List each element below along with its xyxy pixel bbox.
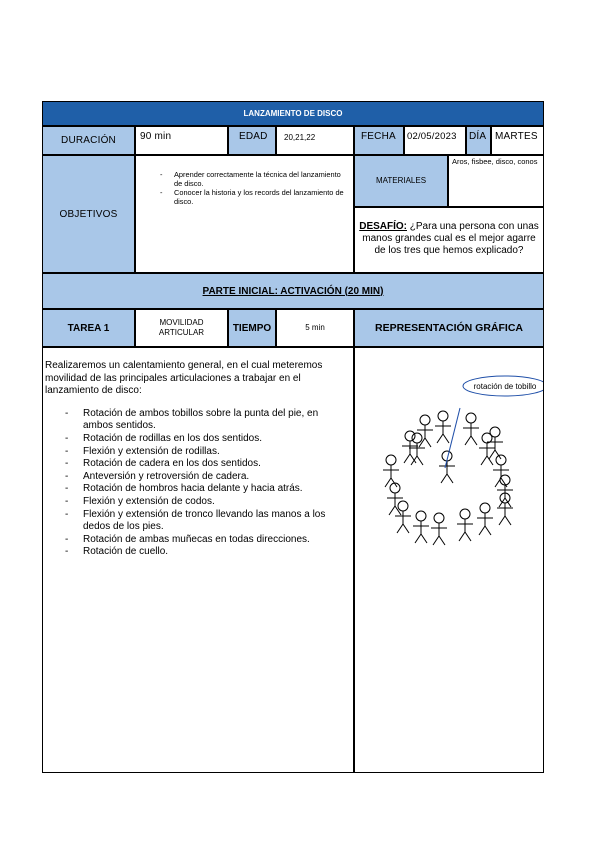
objetivos-label: OBJETIVOS [42, 155, 135, 273]
objetivos-list [135, 155, 354, 273]
descripcion-item: - Flexión y extensión de codos. [83, 496, 350, 509]
stick-figure [409, 433, 425, 465]
representacion-label: REPRESENTACIÓN GRÁFICA [354, 309, 544, 347]
objetivo-item: - Conocer la historia y los records del lanzamiento de disco. [174, 188, 347, 206]
desafio-box [354, 207, 544, 273]
representacion-grafica [354, 347, 544, 773]
stick-figures-diagram [355, 348, 543, 548]
tiempo-label: TIEMPO [228, 309, 276, 347]
descripcion-item: - Flexión y extensión de rodillas. [83, 446, 350, 459]
stick-figure [435, 411, 451, 443]
descripcion-item: - Rotación de ambos tobillos sobre la punta del pie, en ambos sentidos. [83, 408, 350, 433]
dia-value: MARTES [491, 126, 544, 155]
descripcion-item: - Rotación de hombros hacia delante y hacia atrás. [83, 483, 350, 496]
desafio-label: DESAFÍO: [359, 221, 407, 232]
stick-figure [463, 413, 479, 445]
tiempo-value: 5 min [276, 309, 354, 347]
descripcion-item: - Anteversión y retroversión de cadera. [83, 471, 350, 484]
descripcion-intro: Realizaremos un calentamiento general, en el cual meteremos movilidad de las principales articulaciones a trabajar en el lanzamiento de disco: [45, 360, 323, 397]
edad-label: EDAD [228, 126, 276, 155]
section-title: PARTE INICIAL: ACTIVACIÓN (20 MIN) [42, 273, 544, 309]
desafio-text: ¿Para una persona con unas manos grandes cual es el mejor agarre de los tres que hemos explicado? [362, 221, 539, 256]
tarea-label: TAREA 1 [42, 309, 135, 347]
stick-figure [383, 455, 399, 487]
stick-figure [457, 509, 473, 541]
edad-value: 20,21,22 [276, 126, 354, 155]
stick-figure [439, 451, 455, 483]
sheet-title: LANZAMIENTO DE DISCO [42, 101, 544, 126]
materiales-label: MATERIALES [354, 155, 448, 207]
stick-figure [479, 433, 495, 465]
descripcion-item: - Flexión y extensión de tronco llevando las manos a los dedos de los pies. [83, 509, 350, 534]
materiales-value: Aros, fisbee, disco, conos [448, 155, 544, 207]
duracion-label: DURACIÓN [42, 126, 135, 155]
dia-label: DÍA [466, 126, 491, 155]
descripcion-item: - Rotación de cadera en los dos sentidos. [83, 458, 350, 471]
descripcion-item: - Rotación de rodillas en los dos sentidos. [83, 433, 350, 446]
stick-figure [477, 503, 493, 535]
fecha-label: FECHA [354, 126, 404, 155]
tarea-name: MOVILIDAD ARTICULAR [135, 309, 228, 347]
session-sheet [42, 101, 544, 773]
callout-pointer [445, 408, 460, 468]
fecha-value: 02/05/2023 [404, 126, 466, 155]
duracion-value: 90 min [135, 126, 228, 155]
stick-figure [413, 511, 429, 543]
stick-figure [487, 427, 503, 459]
stick-figure [431, 513, 447, 545]
callout-text: rotación de tobillo [473, 382, 537, 391]
stick-figure [395, 501, 411, 533]
objetivo-item: - Aprender correctamente la técnica del lanzamiento de disco. [174, 170, 347, 188]
descripcion-item: - Rotación de cuello. [83, 546, 350, 559]
descripcion [42, 347, 354, 773]
descripcion-item: - Rotación de ambas muñecas en todas direcciones. [83, 534, 350, 547]
